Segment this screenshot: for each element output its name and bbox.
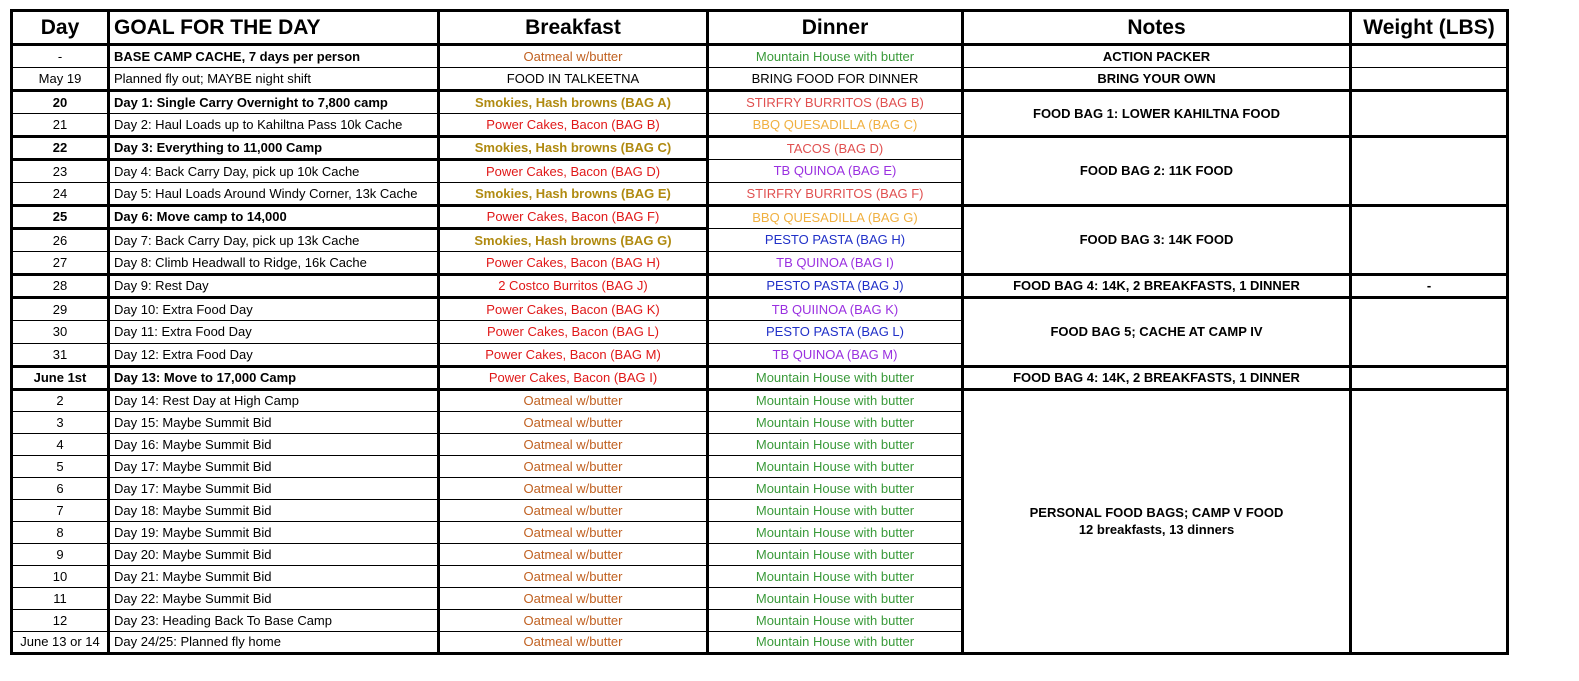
dinner-cell[interactable]: Mountain House with butter xyxy=(708,456,963,478)
day-cell[interactable]: 27 xyxy=(12,252,109,275)
day-cell[interactable]: June 1st xyxy=(12,367,109,390)
breakfast-cell[interactable]: Power Cakes, Bacon (BAG L) xyxy=(439,321,708,344)
meal-plan-table xyxy=(10,9,1509,655)
day-cell[interactable]: 12 xyxy=(12,610,109,632)
breakfast-cell[interactable]: 2 Costco Burritos (BAG J) xyxy=(439,275,708,298)
weight-cell[interactable]: - xyxy=(1351,275,1508,298)
dinner-cell[interactable]: STIRFRY BURRITOS (BAG F) xyxy=(708,183,963,206)
notes-cell[interactable]: FOOD BAG 3: 14K FOOD xyxy=(963,206,1351,275)
day-cell[interactable]: June 13 or 14 xyxy=(12,632,109,654)
goal-cell[interactable]: Day 16: Maybe Summit Bid xyxy=(109,434,439,456)
breakfast-cell[interactable]: Power Cakes, Bacon (BAG B) xyxy=(439,114,708,137)
breakfast-cell[interactable]: Power Cakes, Bacon (BAG M) xyxy=(439,344,708,367)
breakfast-cell[interactable]: Oatmeal w/butter xyxy=(439,588,708,610)
header-goal[interactable]: GOAL FOR THE DAY xyxy=(109,11,439,45)
personal-food-count: 12 breakfasts, 13 dinners xyxy=(1078,522,1235,537)
dinner-cell[interactable]: TACOS (BAG D) xyxy=(708,137,963,160)
dinner-cell[interactable]: TB QUIINOA (BAG K) xyxy=(708,298,963,321)
table-row xyxy=(12,68,1508,91)
goal-cell[interactable]: Planned fly out; MAYBE night shift xyxy=(109,68,439,91)
dinner-cell[interactable]: Mountain House with butter xyxy=(708,434,963,456)
table-row xyxy=(12,91,1508,114)
dinner-cell[interactable]: PESTO PASTA (BAG L) xyxy=(708,321,963,344)
header-row xyxy=(12,11,1508,45)
day-cell[interactable]: 25 xyxy=(12,206,109,229)
goal-cell[interactable]: Day 20: Maybe Summit Bid xyxy=(109,544,439,566)
dinner-cell[interactable]: TB QUINOA (BAG I) xyxy=(708,252,963,275)
goal-cell[interactable]: Day 1: Single Carry Overnight to 7,800 camp xyxy=(109,91,439,114)
day-cell[interactable]: 9 xyxy=(12,544,109,566)
dinner-cell[interactable]: Mountain House with butter xyxy=(708,412,963,434)
table-row xyxy=(12,390,1508,412)
weight-cell[interactable] xyxy=(1351,68,1508,91)
goal-cell[interactable]: Day 24/25: Planned fly home xyxy=(109,632,439,654)
notes-cell[interactable]: BRING YOUR OWN xyxy=(963,68,1351,91)
header-day[interactable]: Day xyxy=(12,11,109,45)
goal-cell[interactable]: Day 15: Maybe Summit Bid xyxy=(109,412,439,434)
dinner-cell[interactable]: Mountain House with butter xyxy=(708,566,963,588)
day-cell[interactable]: 31 xyxy=(12,344,109,367)
dinner-cell[interactable]: BBQ QUESADILLA (BAG C) xyxy=(708,114,963,137)
weight-cell[interactable] xyxy=(1351,367,1508,390)
dinner-cell[interactable]: Mountain House with butter xyxy=(708,588,963,610)
dinner-cell[interactable]: Mountain House with butter xyxy=(708,544,963,566)
goal-cell[interactable]: Day 5: Haul Loads Around Windy Corner, 13k Cache xyxy=(109,183,439,206)
breakfast-cell[interactable]: Oatmeal w/butter xyxy=(439,412,708,434)
breakfast-cell[interactable]: Oatmeal w/butter xyxy=(439,434,708,456)
header-dinner[interactable]: Dinner xyxy=(708,11,963,45)
weight-cell[interactable] xyxy=(1351,390,1508,654)
header-notes[interactable]: Notes xyxy=(963,11,1351,45)
weight-cell[interactable] xyxy=(1351,137,1508,206)
dinner-cell[interactable]: Mountain House with butter xyxy=(708,45,963,68)
day-cell[interactable]: 5 xyxy=(12,456,109,478)
goal-cell[interactable]: Day 11: Extra Food Day xyxy=(109,321,439,344)
dinner-cell[interactable]: Mountain House with butter xyxy=(708,390,963,412)
goal-cell[interactable]: Day 22: Maybe Summit Bid xyxy=(109,588,439,610)
breakfast-cell[interactable]: FOOD IN TALKEETNA xyxy=(439,68,708,91)
table-row xyxy=(12,275,1508,298)
goal-cell[interactable]: Day 9: Rest Day xyxy=(109,275,439,298)
goal-cell[interactable]: Day 10: Extra Food Day xyxy=(109,298,439,321)
day-cell[interactable]: 10 xyxy=(12,566,109,588)
breakfast-cell[interactable]: Power Cakes, Bacon (BAG I) xyxy=(439,367,708,390)
dinner-cell[interactable]: TB QUINOA (BAG M) xyxy=(708,344,963,367)
day-cell[interactable]: 21 xyxy=(12,114,109,137)
goal-cell[interactable]: Day 18: Maybe Summit Bid xyxy=(109,500,439,522)
day-cell[interactable]: 11 xyxy=(12,588,109,610)
breakfast-cell[interactable]: Oatmeal w/butter xyxy=(439,478,708,500)
table-row xyxy=(12,367,1508,390)
notes-cell[interactable]: FOOD BAG 5; CACHE AT CAMP IV xyxy=(963,298,1351,367)
notes-cell[interactable] xyxy=(963,390,1351,654)
breakfast-cell[interactable]: Power Cakes, Bacon (BAG K) xyxy=(439,298,708,321)
goal-cell[interactable]: Day 3: Everything to 11,000 Camp xyxy=(109,137,439,160)
breakfast-cell[interactable]: Oatmeal w/butter xyxy=(439,522,708,544)
day-cell[interactable]: 7 xyxy=(12,500,109,522)
dinner-cell[interactable]: TB QUINOA (BAG E) xyxy=(708,160,963,183)
breakfast-cell[interactable]: Oatmeal w/butter xyxy=(439,456,708,478)
notes-cell[interactable]: FOOD BAG 1: LOWER KAHILTNA FOOD xyxy=(963,91,1351,137)
goal-cell[interactable]: Day 4: Back Carry Day, pick up 10k Cache xyxy=(109,160,439,183)
goal-cell[interactable]: Day 21: Maybe Summit Bid xyxy=(109,566,439,588)
dinner-cell[interactable]: PESTO PASTA (BAG J) xyxy=(708,275,963,298)
goal-cell[interactable]: Day 17: Maybe Summit Bid xyxy=(109,478,439,500)
header-weight[interactable]: Weight (LBS) xyxy=(1351,11,1508,45)
day-cell[interactable]: 20 xyxy=(12,91,109,114)
dinner-cell[interactable]: Mountain House with butter xyxy=(708,610,963,632)
table-row xyxy=(12,206,1508,229)
dinner-cell[interactable]: Mountain House with butter xyxy=(708,500,963,522)
day-cell[interactable]: May 19 xyxy=(12,68,109,91)
breakfast-cell[interactable]: Power Cakes, Bacon (BAG H) xyxy=(439,252,708,275)
notes-cell[interactable]: FOOD BAG 4: 14K, 2 BREAKFASTS, 1 DINNER xyxy=(963,367,1351,390)
goal-cell[interactable]: Day 7: Back Carry Day, pick up 13k Cache xyxy=(109,229,439,252)
day-cell[interactable]: 3 xyxy=(12,412,109,434)
day-cell[interactable]: - xyxy=(12,45,109,68)
day-cell[interactable]: 22 xyxy=(12,137,109,160)
dinner-cell[interactable]: PESTO PASTA (BAG H) xyxy=(708,229,963,252)
dinner-cell[interactable]: Mountain House with butter xyxy=(708,478,963,500)
breakfast-cell[interactable]: Oatmeal w/butter xyxy=(439,566,708,588)
dinner-cell[interactable]: Mountain House with butter xyxy=(708,522,963,544)
goal-cell[interactable]: Day 17: Maybe Summit Bid xyxy=(109,456,439,478)
goal-cell[interactable]: Day 13: Move to 17,000 Camp xyxy=(109,367,439,390)
notes-cell[interactable]: FOOD BAG 2: 11K FOOD xyxy=(963,137,1351,206)
dinner-cell[interactable]: Mountain House with butter xyxy=(708,632,963,654)
breakfast-cell[interactable]: Smokies, Hash browns (BAG G) xyxy=(439,229,708,252)
goal-cell[interactable]: BASE CAMP CACHE, 7 days per person xyxy=(109,45,439,68)
breakfast-cell[interactable]: Oatmeal w/butter xyxy=(439,632,708,654)
goal-cell[interactable]: Day 19: Maybe Summit Bid xyxy=(109,522,439,544)
goal-cell[interactable]: Day 14: Rest Day at High Camp xyxy=(109,390,439,412)
day-cell[interactable]: 8 xyxy=(12,522,109,544)
breakfast-cell[interactable]: Power Cakes, Bacon (BAG F) xyxy=(439,206,708,229)
personal-food-line: PERSONAL FOOD BAGS; CAMP V FOOD xyxy=(1029,505,1284,520)
breakfast-cell[interactable]: Oatmeal w/butter xyxy=(439,610,708,632)
table-row xyxy=(12,45,1508,68)
breakfast-cell[interactable]: Oatmeal w/butter xyxy=(439,390,708,412)
goal-cell[interactable]: Day 12: Extra Food Day xyxy=(109,344,439,367)
breakfast-cell[interactable]: Oatmeal w/butter xyxy=(439,500,708,522)
day-cell[interactable]: 6 xyxy=(12,478,109,500)
breakfast-cell[interactable]: Smokies, Hash browns (BAG A) xyxy=(439,91,708,114)
breakfast-cell[interactable]: Smokies, Hash browns (BAG E) xyxy=(439,183,708,206)
notes-cell[interactable]: FOOD BAG 4: 14K, 2 BREAKFASTS, 1 DINNER xyxy=(963,275,1351,298)
weight-cell[interactable] xyxy=(1351,45,1508,68)
weight-cell[interactable] xyxy=(1351,91,1508,137)
day-cell[interactable]: 4 xyxy=(12,434,109,456)
dinner-cell[interactable]: BBQ QUESADILLA (BAG G) xyxy=(708,206,963,229)
day-cell[interactable]: 24 xyxy=(12,183,109,206)
dinner-cell[interactable]: Mountain House with butter xyxy=(708,367,963,390)
day-cell[interactable]: 2 xyxy=(12,390,109,412)
dinner-cell[interactable]: BRING FOOD FOR DINNER xyxy=(708,68,963,91)
table-row xyxy=(12,298,1508,321)
day-cell[interactable]: 26 xyxy=(12,229,109,252)
dinner-cell[interactable]: STIRFRY BURRITOS (BAG B) xyxy=(708,91,963,114)
weight-cell[interactable] xyxy=(1351,206,1508,275)
goal-cell[interactable]: Day 8: Climb Headwall to Ridge, 16k Cache xyxy=(109,252,439,275)
header-breakfast[interactable]: Breakfast xyxy=(439,11,708,45)
breakfast-cell[interactable]: Power Cakes, Bacon (BAG D) xyxy=(439,160,708,183)
goal-cell[interactable]: Day 6: Move camp to 14,000 xyxy=(109,206,439,229)
table-row xyxy=(12,137,1508,160)
breakfast-cell[interactable]: Smokies, Hash browns (BAG C) xyxy=(439,137,708,160)
day-cell[interactable]: 23 xyxy=(12,160,109,183)
day-cell[interactable]: 28 xyxy=(12,275,109,298)
breakfast-cell[interactable]: Oatmeal w/butter xyxy=(439,544,708,566)
breakfast-cell[interactable]: Oatmeal w/butter xyxy=(439,45,708,68)
day-cell[interactable]: 30 xyxy=(12,321,109,344)
goal-cell[interactable]: Day 23: Heading Back To Base Camp xyxy=(109,610,439,632)
notes-cell[interactable]: ACTION PACKER xyxy=(963,45,1351,68)
weight-cell[interactable] xyxy=(1351,298,1508,367)
day-cell[interactable]: 29 xyxy=(12,298,109,321)
goal-cell[interactable]: Day 2: Haul Loads up to Kahiltna Pass 10k Cache xyxy=(109,114,439,137)
